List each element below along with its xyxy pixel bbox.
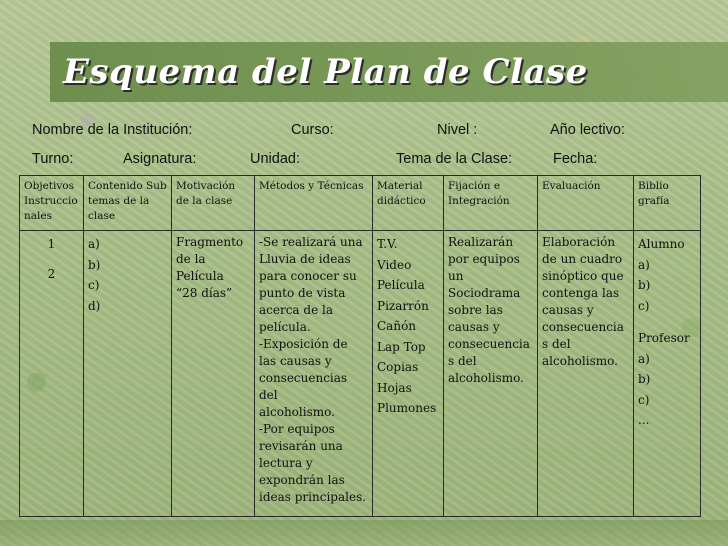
cell-line: T.V.	[377, 237, 398, 251]
cell-line: Motivación	[176, 180, 236, 192]
label-unidad: Unidad:	[250, 151, 300, 167]
cell-line: Película	[176, 269, 224, 283]
cell-line: -Exposición de	[259, 337, 348, 351]
header-objetivos	[20, 176, 84, 231]
cell-line: c)	[638, 298, 650, 313]
cell-line: Elaboración	[542, 235, 616, 249]
cell-line: Lluvia de ideas	[259, 252, 351, 266]
cell-line: ideas principales.	[259, 490, 367, 504]
cell-line: s del	[542, 337, 571, 351]
cell-line: lectura y	[259, 456, 313, 470]
cell-bibliografia	[634, 231, 701, 517]
cell-line: consecuencia	[448, 337, 530, 351]
header-metodos	[255, 176, 373, 231]
label-asignatura: Asignatura:	[123, 151, 197, 167]
cell-line: de un cuadro	[542, 252, 623, 266]
cell-line: acerca de la	[259, 303, 333, 317]
objetivo-2: 2	[47, 266, 56, 281]
label-turno: Turno:	[32, 151, 74, 167]
header-fijacion	[444, 176, 538, 231]
cell-line: alcoholismo.	[259, 405, 335, 419]
cell-line: Objetivos	[24, 180, 75, 192]
cell-line: a)	[638, 351, 650, 366]
plan-table	[19, 175, 701, 517]
header-evaluacion	[538, 176, 634, 231]
header-contenido	[84, 176, 172, 231]
cell-line: didáctico	[377, 195, 426, 207]
cell-line: un	[448, 269, 464, 283]
cell-line: alcoholismo.	[542, 354, 618, 368]
cell-line: b)	[638, 278, 651, 292]
cell-line: Instruccio	[24, 195, 78, 207]
cell-line: a)	[88, 237, 100, 251]
cell-line: ...	[638, 413, 650, 427]
objetivo-1: 1	[47, 237, 56, 251]
table-row	[20, 231, 701, 517]
label-nivel: Nivel :	[437, 122, 478, 138]
cell-line: nales	[24, 210, 52, 222]
cell-line: Profesor	[638, 331, 690, 345]
cell-line: Hojas	[377, 380, 412, 395]
label-tema: Tema de la Clase:	[396, 151, 513, 167]
cell-motivacion	[172, 231, 255, 517]
cell-line: causas y	[448, 320, 500, 334]
biblio-alumno	[638, 234, 696, 316]
footer-band	[0, 520, 728, 546]
header-bibliografia	[634, 176, 701, 231]
cell-contenido	[84, 231, 172, 517]
cell-line: consecuencias del	[259, 371, 348, 402]
cell-line: Evaluación	[542, 180, 601, 192]
cell-line: para conocer su	[259, 269, 357, 283]
cell-line: a)	[638, 257, 650, 272]
cell-line: Cañón	[377, 319, 417, 333]
label-institucion: Nombre de la Institución:	[32, 122, 193, 138]
cell-line: temas de la	[88, 195, 150, 207]
cell-line: punto de vista	[259, 286, 346, 300]
cell-line: Video	[377, 257, 412, 272]
header-motivacion	[172, 176, 255, 231]
cell-metodos	[255, 231, 373, 517]
cell-line: Plumones	[377, 401, 437, 415]
cell-line: alcoholismo.	[448, 371, 524, 385]
page-title: Esquema del Plan de Clase	[63, 52, 588, 92]
cell-line: Alumno	[638, 237, 685, 251]
cell-line: de la	[176, 252, 206, 266]
cell-line: expondrán las	[259, 473, 345, 487]
cell-objetivos	[20, 231, 84, 517]
cell-line: Pizarrón	[377, 298, 429, 313]
cell-line: por equipos	[448, 252, 520, 266]
cell-line: s del	[448, 354, 477, 368]
biblio-profesor	[638, 328, 696, 431]
cell-line: Lap Top	[377, 339, 426, 354]
cell-line: Material	[377, 180, 423, 192]
cell-line: Película	[377, 278, 425, 292]
cell-line: las causas y	[259, 354, 332, 368]
cell-line: Integración	[448, 195, 510, 207]
cell-line: Fijación e	[448, 180, 501, 192]
cell-evaluacion	[538, 231, 634, 517]
table-header-row	[20, 176, 701, 231]
label-anio-lectivo: Año lectivo:	[550, 122, 625, 138]
cell-line: “28 días”	[176, 286, 233, 300]
cell-line: grafía	[638, 195, 670, 207]
cell-line: -Por equipos	[259, 422, 335, 436]
cell-line: b)	[638, 372, 651, 386]
cell-line: contenga las	[542, 286, 620, 300]
cell-line: revisarán una	[259, 439, 343, 453]
cell-line: Fragmento	[176, 235, 244, 249]
cell-line: de la clase	[176, 195, 233, 207]
cell-line: película.	[259, 320, 311, 334]
cell-line: Copias	[377, 360, 419, 374]
cell-line: Realizarán	[448, 235, 514, 249]
cell-line: -Se realizará una	[259, 235, 363, 249]
cell-line: Sociodrama	[448, 286, 521, 300]
cell-line: Biblio	[638, 180, 669, 192]
cell-fijacion	[444, 231, 538, 517]
header-material	[373, 176, 444, 231]
cell-line: c)	[638, 392, 650, 407]
cell-line: clase	[88, 210, 116, 222]
cell-line: causas y	[542, 303, 594, 317]
cell-line: d)	[88, 298, 101, 313]
cell-line: b)	[88, 257, 101, 272]
label-fecha: Fecha:	[553, 151, 598, 167]
cell-line: Contenido Sub	[88, 180, 167, 192]
cell-line: c)	[88, 278, 100, 292]
cell-line: sobre las	[448, 303, 503, 317]
label-curso: Curso:	[291, 122, 334, 138]
cell-line: consecuencia	[542, 320, 624, 334]
cell-line: Métodos y Técnicas	[259, 180, 364, 192]
cell-line: sinóptico que	[542, 269, 624, 283]
cell-material	[373, 231, 444, 517]
